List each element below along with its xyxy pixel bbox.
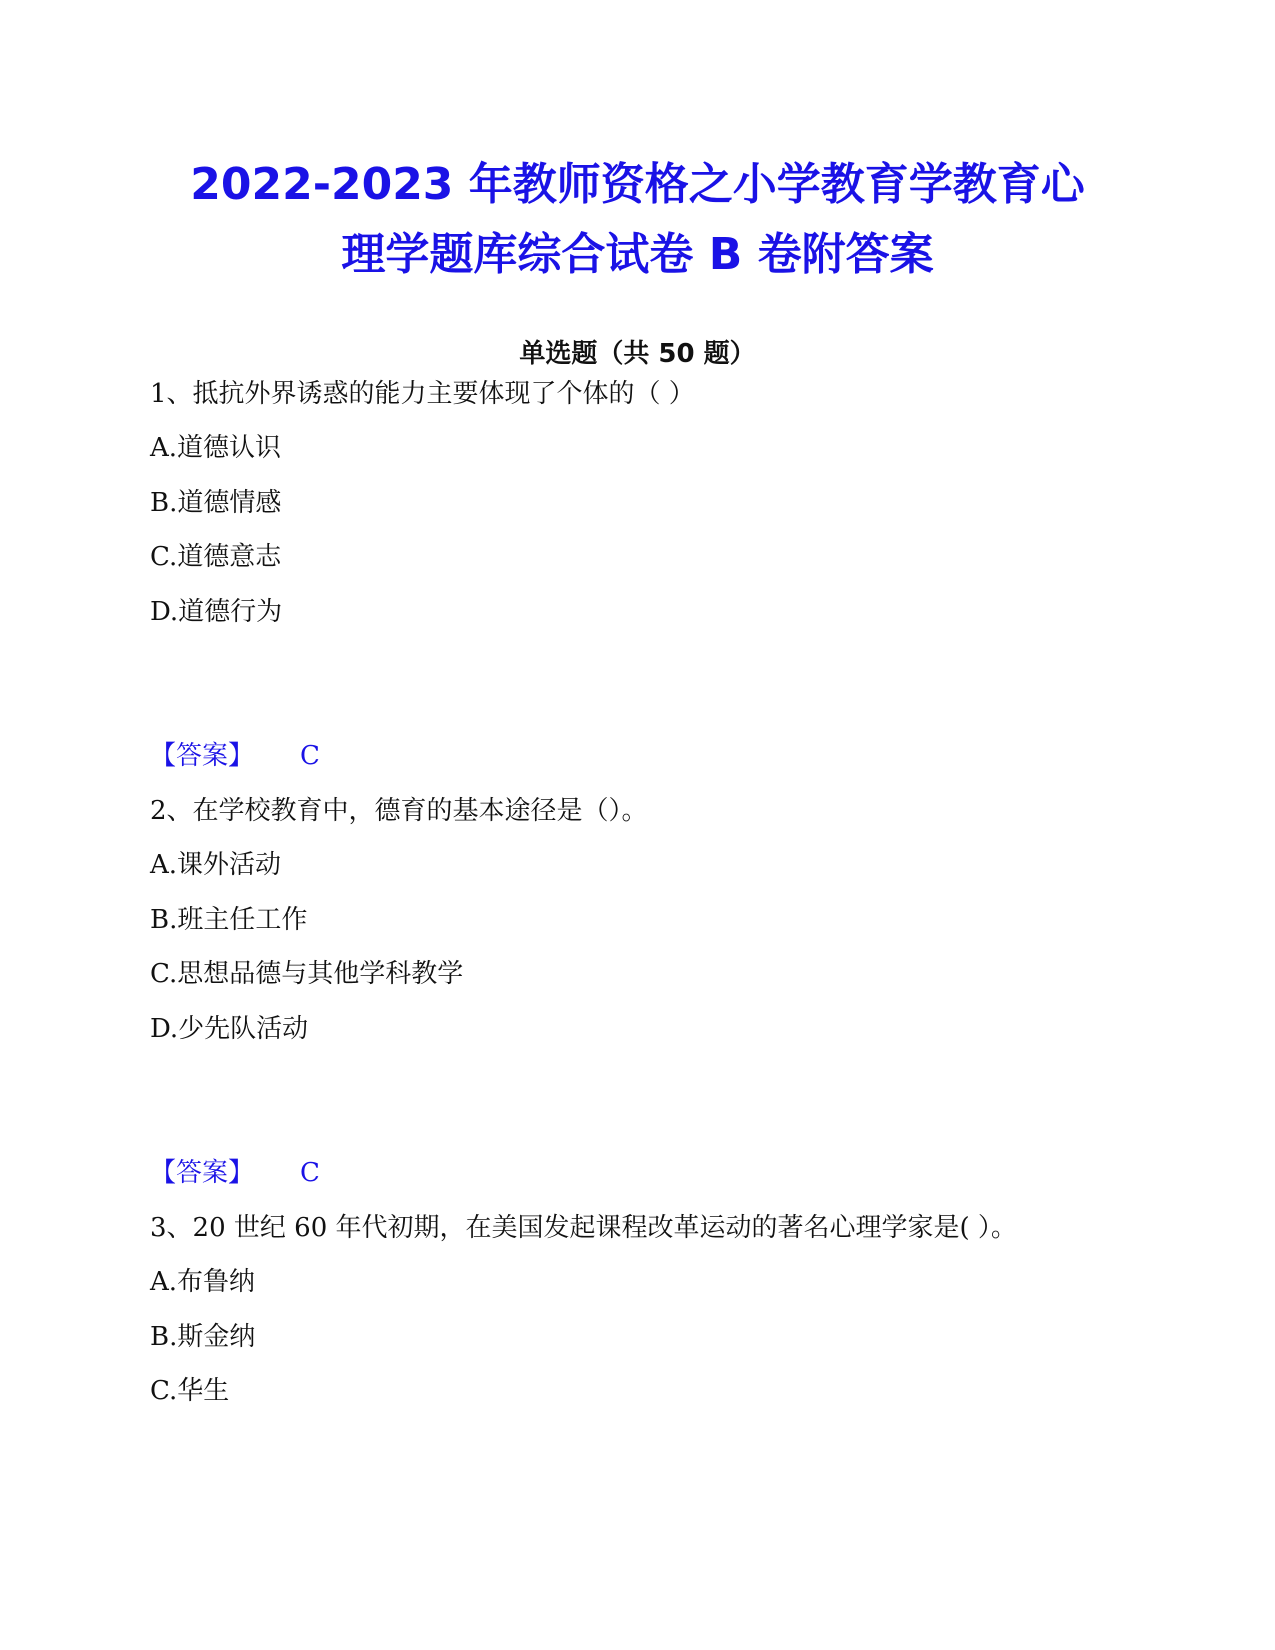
question-3-stem: 3、20 世纪 60 年代初期，在美国发起课程改革运动的著名心理学家是( ）。 <box>150 1213 1017 1243</box>
question-2-stem: 2、在学校教育中，德育的基本途径是（）。 <box>150 796 648 826</box>
title-line-1: 2022-2023 年教师资格之小学教育学教育心 <box>190 159 1085 210</box>
question-1-stem: 1、抵抗外界诱惑的能力主要体现了个体的（ ） <box>150 379 695 409</box>
question-3-option-c: C.华生 <box>150 1376 230 1406</box>
question-2-option-a: A.课外活动 <box>150 850 282 880</box>
answer-label: 【答案】 <box>150 741 255 771</box>
question-1-option-b: B.道德情感 <box>150 488 282 518</box>
answer-value: C <box>300 1158 320 1188</box>
question-1-option-a: A.道德认识 <box>150 433 282 463</box>
question-3-option-b: B.斯金纳 <box>150 1322 256 1352</box>
title-line-2: 理学题库综合试卷 B 卷附答案 <box>341 229 934 280</box>
question-2-option-c: C.思想品德与其他学科教学 <box>150 959 464 989</box>
document-title <box>100 150 1175 290</box>
answer-label: 【答案】 <box>150 1158 255 1188</box>
section-heading: 单选题（共 50 题） <box>519 339 756 369</box>
question-2-option-d: D.少先队活动 <box>150 1014 309 1044</box>
question-3-option-a: A.布鲁纳 <box>150 1267 256 1297</box>
question-1-answer <box>150 738 320 774</box>
question-2-option-b: B.班主任工作 <box>150 905 308 935</box>
question-1-option-c: C.道德意志 <box>150 542 282 572</box>
answer-value: C <box>300 741 320 771</box>
question-2-answer <box>150 1155 320 1191</box>
question-1-option-d: D.道德行为 <box>150 597 283 627</box>
